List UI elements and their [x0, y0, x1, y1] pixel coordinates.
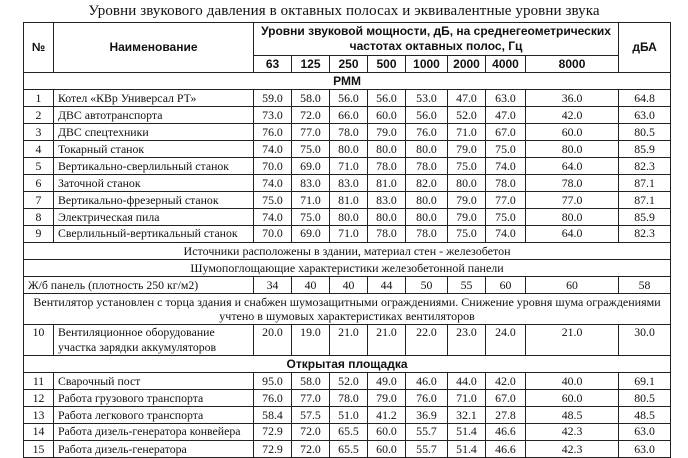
- dba-cell: 87.1: [619, 175, 671, 192]
- level-cell: 23.0: [448, 325, 486, 356]
- level-cell: 75.0: [448, 226, 486, 243]
- row-number: 10: [24, 325, 54, 356]
- level-cell: 77.0: [486, 192, 526, 209]
- level-cell: 75.0: [254, 192, 292, 209]
- level-cell: 77.0: [292, 390, 330, 407]
- row-number: 2: [24, 107, 54, 124]
- level-cell: 72.9: [254, 424, 292, 441]
- level-cell: 60.0: [526, 124, 619, 141]
- level-cell: 80.0: [368, 141, 406, 158]
- level-cell: 65.5: [330, 441, 368, 458]
- level-cell: 78.0: [526, 175, 619, 192]
- table-row: [24, 424, 671, 441]
- level-cell: 95.0: [254, 373, 292, 390]
- table-row: [24, 141, 671, 158]
- level-cell: 83.0: [368, 192, 406, 209]
- level-cell: 67.0: [486, 124, 526, 141]
- row-name: Сверлильный-вертикальный станок: [54, 226, 254, 243]
- level-cell: 52.0: [448, 107, 486, 124]
- row-name: Токарный станок: [54, 141, 254, 158]
- table-row: [24, 407, 671, 424]
- level-cell: 79.0: [448, 192, 486, 209]
- level-cell: 27.8: [486, 407, 526, 424]
- level-cell: 78.0: [330, 124, 368, 141]
- level-cell: 60.0: [368, 424, 406, 441]
- dba-cell: 63.0: [619, 107, 671, 124]
- dba-cell: 30.0: [619, 325, 671, 356]
- level-cell: 79.0: [448, 209, 486, 226]
- level-cell: 22.0: [406, 325, 448, 356]
- level-cell: 75.0: [448, 158, 486, 175]
- level-cell: 46.6: [486, 441, 526, 458]
- row-name: Вертикально-фрезерный станок: [54, 192, 254, 209]
- level-cell: 34: [254, 277, 292, 294]
- level-cell: 66.0: [330, 107, 368, 124]
- table-row: [24, 90, 671, 107]
- row-number: 1: [24, 90, 54, 107]
- level-cell: 78.0: [486, 175, 526, 192]
- level-cell: 60.0: [368, 107, 406, 124]
- level-cell: 40.0: [526, 373, 619, 390]
- table-row: [24, 373, 671, 390]
- row-name: Работа дизель-генератора конвейера: [54, 424, 254, 441]
- level-cell: 59.0: [254, 90, 292, 107]
- level-cell: 76.0: [406, 124, 448, 141]
- level-cell: 71.0: [448, 390, 486, 407]
- level-cell: 78.0: [368, 226, 406, 243]
- level-cell: 42.0: [526, 107, 619, 124]
- row-number: 4: [24, 141, 54, 158]
- level-cell: 80.0: [368, 209, 406, 226]
- level-cell: 74.0: [254, 141, 292, 158]
- level-cell: 51.4: [448, 441, 486, 458]
- level-cell: 56.0: [406, 107, 448, 124]
- level-cell: 70.0: [254, 158, 292, 175]
- table-row: [24, 325, 671, 356]
- level-cell: 80.0: [330, 141, 368, 158]
- level-cell: 36.9: [406, 407, 448, 424]
- row-number: 11: [24, 373, 54, 390]
- level-cell: 47.0: [486, 107, 526, 124]
- freq-header: 250: [330, 56, 368, 73]
- level-cell: 21.0: [330, 325, 368, 356]
- level-cell: 72.0: [292, 424, 330, 441]
- table-row: [24, 192, 671, 209]
- level-cell: 55.7: [406, 424, 448, 441]
- level-cell: 42.0: [486, 373, 526, 390]
- level-cell: 48.5: [526, 407, 619, 424]
- row-number: 3: [24, 124, 54, 141]
- dba-cell: 69.1: [619, 373, 671, 390]
- level-cell: 80.0: [526, 209, 619, 226]
- table-row: [24, 441, 671, 458]
- section-row: [24, 356, 671, 373]
- table-row: [24, 158, 671, 175]
- note-row: [24, 260, 671, 277]
- row-name: Котел «КВр Универсал РТ»: [54, 90, 254, 107]
- level-cell: 46.6: [486, 424, 526, 441]
- note-row: [24, 294, 671, 325]
- col-dba-header: дБА: [619, 23, 671, 73]
- level-cell: 52.0: [330, 373, 368, 390]
- level-cell: 80.0: [448, 175, 486, 192]
- col-name-header: Наименование: [54, 23, 254, 73]
- document-title: Уровни звукового давления в октавных полосах и эквивалентные уровни звука: [88, 3, 600, 19]
- level-cell: 79.0: [448, 141, 486, 158]
- level-cell: 51.4: [448, 424, 486, 441]
- freq-header: 2000: [448, 56, 486, 73]
- level-cell: 76.0: [406, 390, 448, 407]
- freq-header: 500: [368, 56, 406, 73]
- level-cell: 36.0: [526, 90, 619, 107]
- freq-header: 4000: [486, 56, 526, 73]
- dba-cell: 82.3: [619, 158, 671, 175]
- level-cell: 79.0: [368, 390, 406, 407]
- row-name: ДВС спецтехники: [54, 124, 254, 141]
- row-number: 9: [24, 226, 54, 243]
- level-cell: 78.0: [406, 226, 448, 243]
- level-cell: 57.5: [292, 407, 330, 424]
- table-row: [24, 175, 671, 192]
- level-cell: 58.0: [292, 373, 330, 390]
- level-cell: 58.4: [254, 407, 292, 424]
- table-row: [24, 226, 671, 243]
- row-name: Вертикально-сверлильный станок: [54, 158, 254, 175]
- freq-header: 63: [254, 56, 292, 73]
- level-cell: 53.0: [406, 90, 448, 107]
- row-name: ДВС автотранспорта: [54, 107, 254, 124]
- level-cell: 41.2: [368, 407, 406, 424]
- row-name: Ж/б панель (плотность 250 кг/м2): [24, 277, 254, 294]
- level-cell: 21.0: [526, 325, 619, 356]
- level-cell: 55.7: [406, 441, 448, 458]
- level-cell: 80.0: [406, 141, 448, 158]
- level-cell: 50: [406, 277, 448, 294]
- header-row: [24, 23, 671, 56]
- note-row: [24, 243, 671, 260]
- level-cell: 60: [526, 277, 619, 294]
- table-row: [24, 124, 671, 141]
- level-cell: 44.0: [448, 373, 486, 390]
- level-cell: 75.0: [486, 141, 526, 158]
- table-row: [24, 107, 671, 124]
- level-cell: 83.0: [292, 175, 330, 192]
- level-cell: 20.0: [254, 325, 292, 356]
- level-cell: 75.0: [292, 209, 330, 226]
- level-cell: 64.0: [526, 158, 619, 175]
- level-cell: 78.0: [368, 158, 406, 175]
- col-no-header: №: [24, 23, 54, 73]
- row-name: Работа дизель-генератора: [54, 441, 254, 458]
- row-name: Работа легкового транспорта: [54, 407, 254, 424]
- dba-cell: 82.3: [619, 226, 671, 243]
- row-number: 14: [24, 424, 54, 441]
- level-cell: 32.1: [448, 407, 486, 424]
- level-cell: 49.0: [368, 373, 406, 390]
- table-row: [24, 390, 671, 407]
- level-cell: 74.0: [486, 226, 526, 243]
- level-cell: 70.0: [254, 226, 292, 243]
- col-power-header: Уровни звуковой мощности, дБ, на среднегеометрических частотах октавных полос, Гц: [254, 23, 619, 56]
- level-cell: 72.9: [254, 441, 292, 458]
- level-cell: 80.0: [330, 209, 368, 226]
- dba-cell: 63.0: [619, 424, 671, 441]
- level-cell: 82.0: [406, 175, 448, 192]
- level-cell: 64.0: [526, 226, 619, 243]
- note-sources: Источники расположены в здании, материал стен - железобетон: [24, 243, 671, 260]
- row-number: 7: [24, 192, 54, 209]
- level-cell: 80.0: [406, 192, 448, 209]
- level-cell: 60: [486, 277, 526, 294]
- dba-cell: 58: [619, 277, 671, 294]
- level-cell: 71.0: [330, 158, 368, 175]
- row-number: 6: [24, 175, 54, 192]
- level-cell: 69.0: [292, 158, 330, 175]
- level-cell: 80.0: [526, 141, 619, 158]
- level-cell: 69.0: [292, 226, 330, 243]
- level-cell: 60.0: [368, 441, 406, 458]
- level-cell: 51.0: [330, 407, 368, 424]
- level-cell: 67.0: [486, 390, 526, 407]
- section-row: [24, 73, 671, 90]
- note-vent: Вентилятор установлен с торца здания и снабжен шумозащитными ограждениями. Снижение уровня шума ограждениями учтено в шумовых характеристиках вентиляторов: [24, 294, 671, 325]
- section-open: Открытая площадка: [24, 356, 671, 373]
- dba-cell: 80.5: [619, 390, 671, 407]
- level-cell: 78.0: [330, 390, 368, 407]
- level-cell: 71.0: [330, 226, 368, 243]
- dba-cell: 48.5: [619, 407, 671, 424]
- dba-cell: 63.0: [619, 441, 671, 458]
- level-cell: 74.0: [486, 158, 526, 175]
- level-cell: 73.0: [254, 107, 292, 124]
- level-cell: 56.0: [330, 90, 368, 107]
- level-cell: 19.0: [292, 325, 330, 356]
- row-number: 12: [24, 390, 54, 407]
- level-cell: 44: [368, 277, 406, 294]
- level-cell: 71.0: [448, 124, 486, 141]
- level-cell: 79.0: [368, 124, 406, 141]
- row-name: Заточной станок: [54, 175, 254, 192]
- row-number: 5: [24, 158, 54, 175]
- level-cell: 55: [448, 277, 486, 294]
- level-cell: 74.0: [254, 209, 292, 226]
- level-cell: 81.0: [330, 192, 368, 209]
- note-absorb: Шумопоглощающие характеристики железобетонной панели: [24, 260, 671, 277]
- level-cell: 74.0: [254, 175, 292, 192]
- level-cell: 65.5: [330, 424, 368, 441]
- level-cell: 71.0: [292, 192, 330, 209]
- level-cell: 63.0: [486, 90, 526, 107]
- level-cell: 56.0: [368, 90, 406, 107]
- level-cell: 83.0: [330, 175, 368, 192]
- row-name: Вентиляционное оборудование участка зарядки аккумуляторов: [54, 325, 254, 356]
- row-number: 8: [24, 209, 54, 226]
- level-cell: 42.3: [526, 424, 619, 441]
- level-cell: 80.0: [406, 209, 448, 226]
- level-cell: 40: [292, 277, 330, 294]
- level-cell: 58.0: [292, 90, 330, 107]
- dba-cell: 85.9: [619, 209, 671, 226]
- noise-table: [23, 22, 671, 458]
- freq-header: 125: [292, 56, 330, 73]
- level-cell: 72.0: [292, 107, 330, 124]
- level-cell: 72.0: [292, 441, 330, 458]
- freq-header: 8000: [526, 56, 619, 73]
- panel-row: [24, 277, 671, 294]
- row-name: Электрическая пила: [54, 209, 254, 226]
- level-cell: 81.0: [368, 175, 406, 192]
- level-cell: 24.0: [486, 325, 526, 356]
- level-cell: 78.0: [406, 158, 448, 175]
- level-cell: 40: [330, 277, 368, 294]
- level-cell: 76.0: [254, 390, 292, 407]
- level-cell: 77.0: [526, 192, 619, 209]
- table-row: [24, 209, 671, 226]
- level-cell: 21.0: [368, 325, 406, 356]
- level-cell: 46.0: [406, 373, 448, 390]
- level-cell: 60.0: [526, 390, 619, 407]
- section-rmm: РММ: [24, 73, 671, 90]
- dba-cell: 85.9: [619, 141, 671, 158]
- dba-cell: 80.5: [619, 124, 671, 141]
- level-cell: 75.0: [486, 209, 526, 226]
- row-number: 13: [24, 407, 54, 424]
- level-cell: 77.0: [292, 124, 330, 141]
- dba-cell: 64.8: [619, 90, 671, 107]
- level-cell: 47.0: [448, 90, 486, 107]
- row-name: Работа грузового транспорта: [54, 390, 254, 407]
- dba-cell: 87.1: [619, 192, 671, 209]
- freq-header: 1000: [406, 56, 448, 73]
- level-cell: 42.3: [526, 441, 619, 458]
- row-name: Сварочный пост: [54, 373, 254, 390]
- level-cell: 76.0: [254, 124, 292, 141]
- level-cell: 75.0: [292, 141, 330, 158]
- row-number: 15: [24, 441, 54, 458]
